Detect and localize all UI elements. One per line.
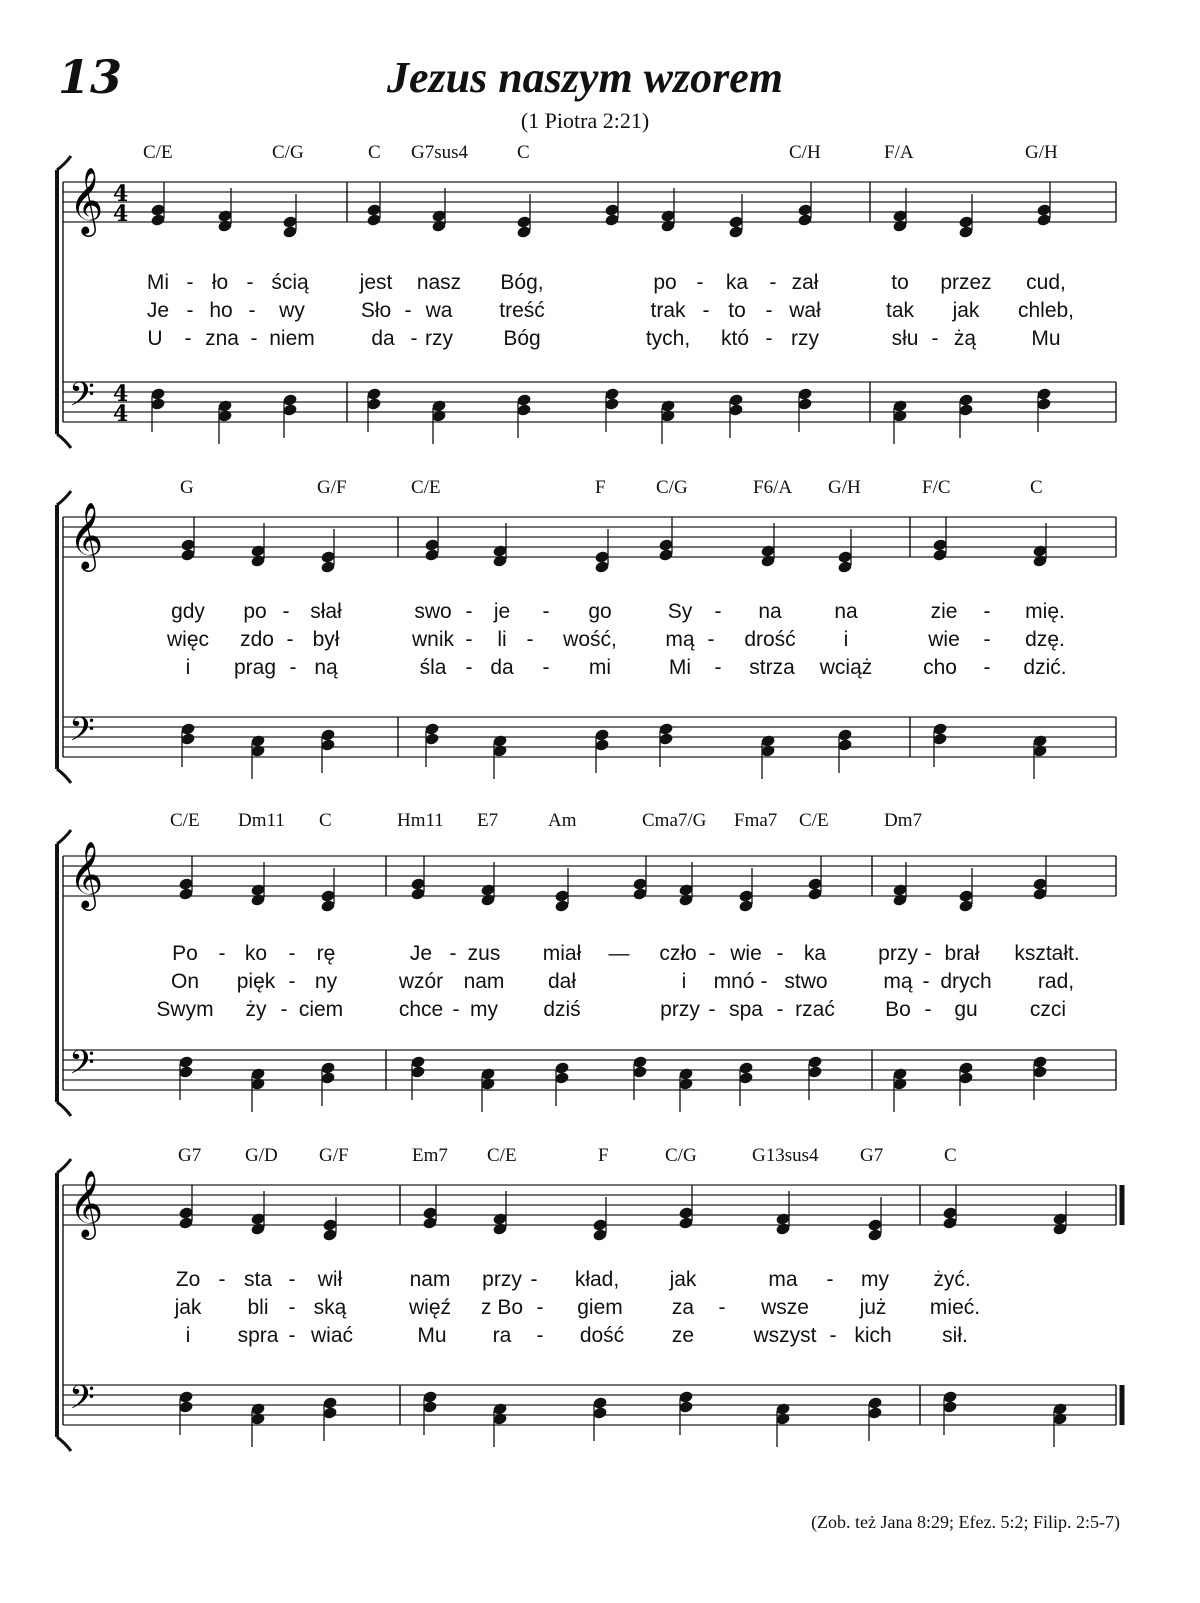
lyric-hyphen: - [765,299,773,322]
lyric-syllable: jest [359,271,393,294]
lyric-hyphen: - [452,998,460,1021]
treble-clef-icon: 𝄞 [69,840,104,908]
chord-symbol: G7 [860,1145,884,1166]
treble-clef-icon: 𝄞 [69,1169,104,1237]
bass-clef-icon: 𝄢 [69,711,95,757]
lyric-syllable: przy [482,1268,522,1291]
lyric-syllable: cho [923,656,957,679]
lyric-hyphen: - [714,656,722,679]
lyric-syllable: któ [720,327,750,350]
bass-clef-icon: 𝄢 [69,1044,95,1090]
lyric-hyphen: - [829,1324,837,1347]
bass-clef-icon: 𝄢 [69,376,95,422]
lyric-syllable: i [843,628,849,651]
lyric-syllable: chce [398,998,444,1021]
lyric-syllable: wy [279,299,305,322]
lyric-syllable: sił. [942,1324,968,1347]
chord-symbol: G/F [319,1145,349,1166]
lyric-hyphen: - [449,942,457,965]
lyric-syllable: i [681,970,687,993]
lyric-syllable: przy [660,998,700,1021]
lyric-syllable: nam [409,1268,451,1291]
lyric-syllable: ną [314,656,338,679]
lyric-hyphen: - [707,628,715,651]
lyric-syllable: go [588,600,612,623]
lyric-syllable: dzę. [1025,628,1065,651]
lyric-syllable: wszyst [753,1324,817,1347]
lyric-syllable: drych [940,970,992,993]
lyric-syllable: i [185,656,191,679]
song-title: Jezus naszym wzorem [386,53,784,102]
lyric-syllable: tych, [645,327,691,350]
lyric-syllable: wił [317,1268,343,1291]
lyric-syllable: mieć. [929,1296,981,1319]
lyric-syllable: li [497,628,507,651]
lyric-syllable: giem [577,1296,623,1319]
lyric-syllable: mnó [713,970,755,993]
lyric-hyphen: - [708,998,716,1021]
lyric-syllable: da [371,327,395,350]
lyric-syllable: to [728,299,746,322]
lyric-syllable: prag [233,656,277,679]
lyric-syllable: dziś [543,998,581,1021]
chord-symbol: C [368,142,381,163]
lyric-hyphen: - [280,998,288,1021]
lyric-hyphen: - [530,1268,538,1291]
lyric-syllable: przez [940,271,992,294]
lyric-syllable: czło [659,942,697,965]
lyric-syllable: ło [211,271,229,294]
lyric-syllable: rę [316,942,336,965]
chord-symbol: Cma7/G [642,810,707,831]
treble-clef-icon: 𝄞 [69,166,104,234]
lyric-syllable: śla [419,656,447,679]
lyric-syllable: wa [425,299,453,322]
lyric-hyphen: - [983,628,991,651]
lyric-syllable: bli [247,1296,269,1319]
lyric-hyphen: - [696,271,704,294]
lyric-syllable: ho [209,299,233,322]
lyric-syllable: był [312,628,340,651]
lyric-hyphen: - [289,656,297,679]
lyric-syllable: ścią [271,271,309,294]
lyric-syllable: z Bo [480,1296,524,1319]
lyric-syllable: ży [245,998,267,1021]
lyric-syllable: słał [310,600,342,623]
chord-symbol: C/E [170,810,200,831]
lyric-syllable: po [653,271,677,294]
lyric-dash: — [608,942,630,965]
chord-symbol: G/H [828,477,861,498]
staff-lines-2 [0,465,1200,785]
lyric-syllable: nasz [416,271,462,294]
lyric-syllable: ze [671,1324,695,1347]
song-number: 13 [58,50,123,104]
lyric-hyphen: - [184,327,192,350]
chord-symbol: Em7 [412,1145,448,1166]
lyric-hyphen: - [983,600,991,623]
lyric-syllable: spra [237,1324,279,1347]
lyric-syllable: U [147,327,163,350]
lyric-syllable: rzy [425,327,453,350]
lyric-syllable: swo [414,600,452,623]
lyric-syllable: żyć. [933,1268,971,1291]
lyric-syllable: ka [725,271,749,294]
bracket-bottom-hook [57,1437,71,1451]
lyric-syllable: rzać [795,998,835,1021]
lyric-hyphen: - [404,299,412,322]
lyric-hyphen: - [769,271,777,294]
lyric-syllable: Swym [156,998,214,1021]
lyric-syllable: Je [146,299,170,322]
lyric-syllable: na [758,600,782,623]
staff-lines-1 [0,130,1200,450]
chord-symbol: C [944,1145,957,1166]
chord-symbol: C/E [143,142,173,163]
lyric-hyphen: - [826,1268,834,1291]
lyric-hyphen: - [288,1268,296,1291]
lyric-syllable: Sy [667,600,693,623]
lyric-syllable: drość [744,628,796,651]
chord-symbol: C/E [487,1145,517,1166]
chord-symbol: C/E [799,810,829,831]
lyric-syllable: ko [244,942,268,965]
lyric-syllable: my [470,998,498,1021]
chord-symbol: Hm11 [397,810,444,831]
chord-symbol: C/G [272,142,304,163]
staff-lines-4 [0,1133,1200,1453]
lyric-syllable: brał [944,942,980,965]
lyric-hyphen: - [186,299,194,322]
lyric-syllable: wzór [398,970,444,993]
lyric-syllable: niem [269,327,315,350]
lyric-hyphen: - [465,600,473,623]
lyric-syllable: i [185,1324,191,1347]
lyric-syllable: treść [499,299,545,322]
lyric-syllable: gdy [171,600,205,623]
lyric-syllable: wsze [761,1296,809,1319]
lyric-syllable: jak [952,299,980,322]
lyric-hyphen: - [465,656,473,679]
lyric-syllable: kich [854,1324,892,1347]
lyric-hyphen: - [708,942,716,965]
lyric-hyphen: - [248,299,256,322]
chord-symbol: G7 [178,1145,202,1166]
lyric-syllable: pięk [236,970,276,993]
lyric-hyphen: - [983,656,991,679]
lyric-syllable: Bo [885,998,911,1021]
lyric-syllable: przy [878,942,918,965]
time-signature-bottom: 4 [113,401,129,427]
music-system-3 [0,798,1200,1118]
lyric-hyphen: - [218,942,226,965]
lyric-syllable: chleb, [1017,299,1075,322]
lyric-syllable: spa [729,998,763,1021]
lyric-syllable: więc [166,628,210,651]
lyric-syllable: sta [243,1268,273,1291]
lyric-syllable: Bóg, [500,271,544,294]
lyric-syllable: za [671,1296,695,1319]
chord-symbol: Dm7 [884,810,922,831]
lyric-syllable: nam [463,970,505,993]
lyric-syllable: ny [314,970,338,993]
lyric-syllable: ską [313,1296,347,1319]
chord-symbol: G/F [317,477,347,498]
lyric-syllable: ciem [298,998,344,1021]
lyric-syllable: miał [542,942,582,965]
chord-symbol: F [595,477,606,498]
bracket-bottom-hook [57,769,71,783]
lyric-syllable: rad, [1037,970,1075,993]
time-signature-bottom: 4 [113,201,129,227]
lyric-syllable: Sło [360,299,392,322]
lyric-syllable: stwo [784,970,828,993]
lyric-syllable: wał [789,299,821,322]
lyric-hyphen: - [718,1296,726,1319]
lyric-syllable: zie [930,600,958,623]
lyric-syllable: Zo [175,1268,201,1291]
lyric-syllable: Mu [417,1324,447,1347]
chord-symbol: G [180,477,194,498]
lyric-syllable: kształt. [1014,942,1080,965]
scripture-reference: (1 Piotra 2:21) [520,108,650,133]
lyric-syllable: ka [803,942,827,965]
lyric-syllable: Mi [668,656,692,679]
lyric-syllable: dość [579,1324,625,1347]
chord-symbol: C [319,810,332,831]
lyric-hyphen: - [246,271,254,294]
lyric-syllable: już [859,1296,887,1319]
chord-symbol: C [1030,477,1043,498]
lyric-hyphen: - [526,628,534,651]
chord-symbol: G/D [245,1145,278,1166]
lyric-hyphen: - [542,600,550,623]
lyric-syllable: da [490,656,514,679]
music-system-1 [0,130,1200,450]
lyric-syllable: cud, [1026,271,1066,294]
lyric-syllable: mi [588,656,612,679]
lyric-syllable: wie [730,942,762,965]
chord-symbol: F6/A [753,477,793,498]
lyric-syllable: zał [791,271,819,294]
lyric-syllable: kład, [574,1268,620,1291]
chord-symbol: C/G [656,477,688,498]
lyric-syllable: słu [891,327,919,350]
lyric-hyphen: - [465,628,473,651]
chord-symbol: Dm11 [238,810,285,831]
lyric-syllable: wiać [310,1324,354,1347]
lyric-syllable: dał [547,970,577,993]
lyric-hyphen: - [410,327,418,350]
lyric-hyphen: - [765,327,773,350]
bracket-bottom-hook [57,1102,71,1116]
chord-symbol: Am [548,810,577,831]
lyric-syllable: zdo [240,628,274,651]
chord-symbol: F/C [922,477,951,498]
chord-symbol: F/A [884,142,914,163]
lyric-hyphen: - [542,656,550,679]
lyric-syllable: wnik [411,628,455,651]
lyric-syllable: więź [408,1296,452,1319]
music-system-2 [0,465,1200,785]
lyric-syllable: zna [205,327,239,350]
time-signature-top: 4 [113,381,129,407]
chord-symbol: C/G [665,1145,697,1166]
lyric-hyphen: - [776,942,784,965]
chord-symbol: G/H [1025,142,1058,163]
lyric-syllable: Mi [146,271,170,294]
lyric-syllable: Je [409,942,433,965]
lyric-syllable: na [834,600,858,623]
lyric-syllable: On [170,970,200,993]
lyric-syllable: rzy [791,327,819,350]
lyric-hyphen: - [922,970,930,993]
lyric-hyphen: - [714,600,722,623]
time-signature-top: 4 [113,181,129,207]
lyric-syllable: to [891,271,909,294]
lyric-hyphen: - [288,1324,296,1347]
lyric-syllable: ra [492,1324,512,1347]
chord-symbol: C [517,142,530,163]
bass-clef-icon: 𝄢 [69,1379,95,1425]
lyric-hyphen: - [288,1296,296,1319]
treble-clef-icon: 𝄞 [69,501,104,569]
chord-symbol: G7sus4 [411,142,469,163]
lyric-syllable: Po [172,942,198,965]
lyric-syllable: jak [174,1296,202,1319]
lyric-syllable: gu [954,998,978,1021]
lyric-syllable: ma [768,1268,798,1291]
chord-symbol: Fma7 [734,810,778,831]
lyric-syllable: dzić. [1023,656,1067,679]
lyric-syllable: czci [1029,998,1067,1021]
lyric-syllable: my [861,1268,889,1291]
lyric-syllable: mą [883,970,913,993]
bracket-bottom-hook [57,434,71,448]
lyric-syllable: jak [669,1268,697,1291]
lyric-syllable: mą [665,628,695,651]
lyric-syllable: Bóg [503,327,541,350]
chord-symbol: E7 [477,810,499,831]
lyric-hyphen: - [218,1268,226,1291]
lyric-hyphen: - [702,299,710,322]
scripture-footnote: (Zob. też Jana 8:29; Efez. 5:2; Filip. 2:5-7) [811,1512,1120,1532]
chord-symbol: G13sus4 [752,1145,819,1166]
lyric-hyphen: - [250,327,258,350]
lyric-syllable: mię. [1025,600,1065,623]
lyric-syllable: je [493,600,511,623]
lyric-syllable: po [243,600,267,623]
chord-symbol: C/E [411,477,441,498]
lyric-hyphen: - [288,942,296,965]
lyric-syllable: wie [928,628,960,651]
lyric-syllable: wciąż [819,656,873,679]
lyric-hyphen: - [288,970,296,993]
lyric-hyphen: - [760,970,768,993]
lyric-syllable: tak [885,299,915,322]
lyric-hyphen: - [924,942,932,965]
lyric-hyphen: - [282,600,290,623]
lyric-syllable: żą [953,327,977,350]
lyric-hyphen: - [186,271,194,294]
lyric-syllable: zus [467,942,501,965]
lyric-syllable: wość, [563,628,617,651]
chord-symbol: C/H [789,142,821,163]
lyric-syllable: strza [749,656,795,679]
lyric-hyphen: - [931,327,939,350]
lyric-hyphen: - [776,998,784,1021]
music-system-4 [0,1133,1200,1453]
lyric-hyphen: - [924,998,932,1021]
lyric-syllable: Mu [1031,327,1061,350]
chord-symbol: F [598,1145,609,1166]
lyric-hyphen: - [536,1296,544,1319]
lyric-hyphen: - [536,1324,544,1347]
lyric-hyphen: - [286,628,294,651]
lyric-syllable: trak [650,299,686,322]
